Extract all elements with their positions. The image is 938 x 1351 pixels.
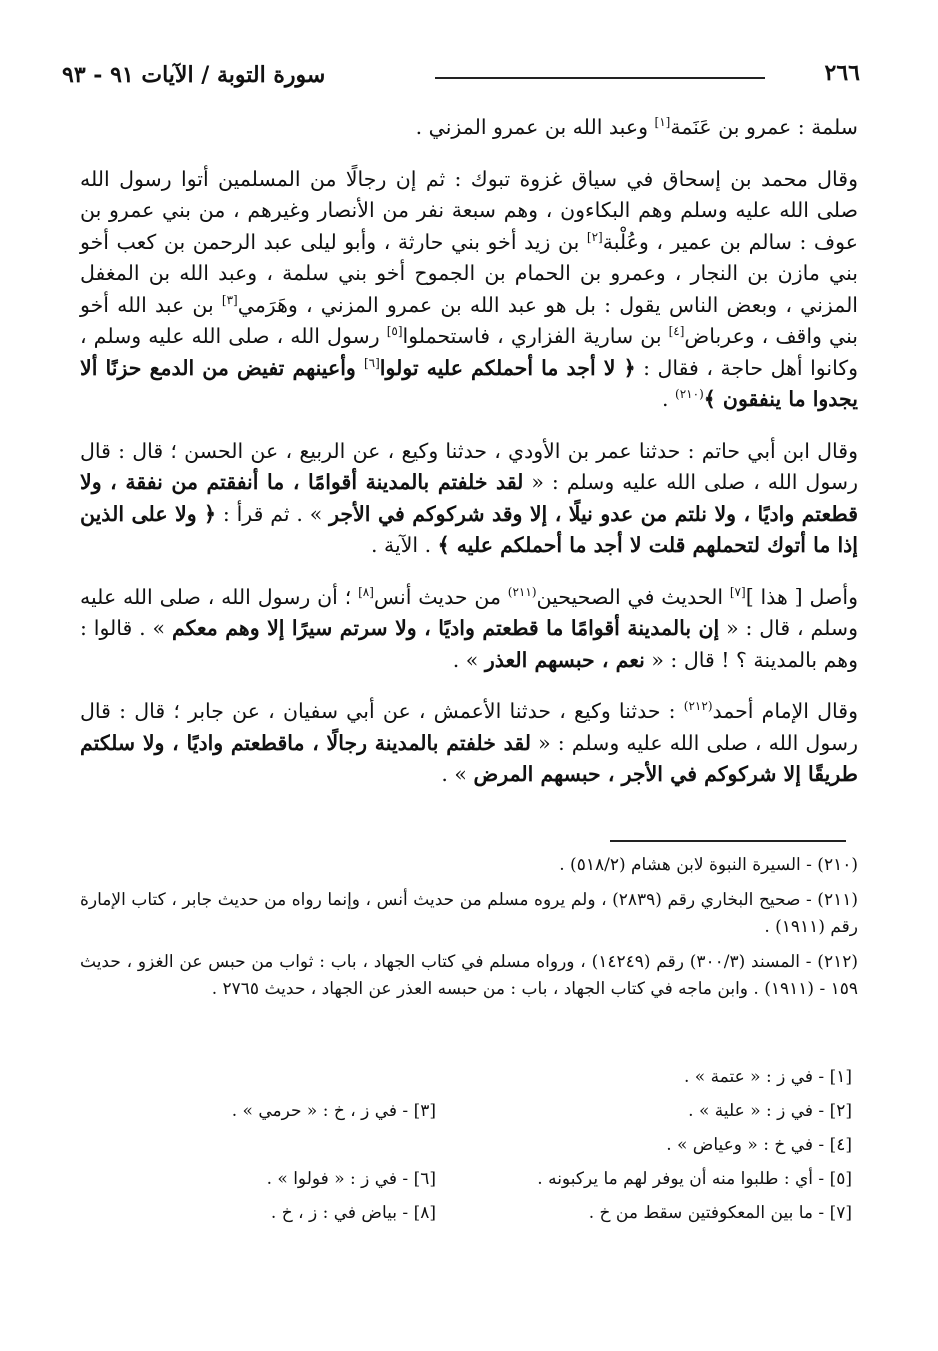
text-segment: بن عبد الله أخو بني واقف ، وعرباض	[80, 292, 858, 348]
footnotes	[80, 852, 858, 1011]
text-segment: لقد خلفتم بالمدينة رجالًا ، ماقطعتم واديًا ، ولا سلكتم طريقًا إلا شركوكم في الأجر ، حبسهم المرض	[80, 730, 858, 786]
text-segment: وقال الإمام أحمد	[712, 699, 858, 723]
text-segment: » .	[452, 647, 485, 672]
text-segment: ؛ أن رسول الله ، صلى الله عليه وسلم ، قال : «	[80, 584, 859, 640]
paragraph	[80, 436, 858, 562]
surah-title: سورة التوبة / الآيات ٩١ - ٩٣	[62, 62, 326, 88]
editor-note: [١] - في ز : « عتمة » .	[683, 1067, 852, 1087]
main-text	[80, 112, 858, 811]
footnote: (٢١٢) - المسند (٣٠٠/٣) رقم (١٤٢٤٩) ، ورواه مسلم في كتاب الجهاد ، باب : ثواب من حبس عن الغزو ، حديث ١٥٩ - (١٩١١) . وابن ماجه في كتاب الجهاد ، باب : من حبسه العذر عن الجهاد ، حديث ٢٧٦٥ .	[80, 952, 858, 999]
text-segment: الحديث في الصحيحين	[536, 584, 730, 609]
text-segment: وأصل [ هذا ]	[745, 584, 858, 609]
footnote-marker: [٤]	[668, 324, 685, 339]
text-segment: إن بالمدينة أقوامًا ما قطعتم واديًا ، ولا سرتم سيرًا إلا وهم معكم	[171, 616, 720, 640]
paragraph	[80, 164, 858, 416]
text-segment: » . ثم قرأ :	[216, 501, 330, 526]
text-segment: : حدثنا وكيع ، حدثنا الأعمش ، عن أبي سفيان ، عن جابر ؛ قال : قال رسول الله ، صلى الله عليه وسلم : «	[80, 699, 858, 755]
page-number: ٢٦٦	[824, 60, 860, 86]
text-segment: وأعينهم تفيض من الدمع حزنًا ألا يجدوا ما ينفقون ﴾	[80, 355, 858, 411]
footnote-marker: [٨]	[358, 584, 374, 599]
page-header	[62, 60, 860, 100]
editor-note: [٢] - في ز : « علية » .	[688, 1101, 852, 1121]
editor-note: [٦] - في ز : « فولوا » .	[266, 1169, 436, 1189]
paragraph	[80, 696, 858, 791]
footnote-marker: (٢١٢)	[683, 699, 713, 714]
text-segment: بن زيد أخو بني حارثة ، وأبو ليلى عبد الرحمن بن كعب أخو بني مازن بن النجار ، وعمرو بن الحمام بن الجموح أخو بني سلمة ، وعبد الله بن المغفل المزني ، وبعض الناس يقول : بل هو عبد الله بن عمرو المزني ، وهَرَمي	[80, 229, 859, 317]
footnote-marker: [٦]	[363, 355, 380, 370]
text-segment: . الآية .	[370, 533, 438, 557]
text-segment: نعم ، حبسهم العذر	[484, 647, 645, 672]
editor-note: [٣] - في ز ، خ : « حرمي » .	[231, 1101, 436, 1121]
footnote-marker: (٢١١)	[507, 584, 537, 599]
text-segment: رسول الله ، صلى الله عليه وسلم ، وكانوا أهل حاجة ، فقال :	[80, 324, 858, 380]
text-segment: سلمة : عمرو بن عَنَمة	[670, 115, 858, 139]
editor-note: [٨] - بياض في : ز ، خ .	[270, 1203, 436, 1223]
text-segment: وقال ابن أبي حاتم : حدثنا عمر بن الأودي ، حدثنا وكيع ، عن الربيع ، عن الحسن ؛ قال : قال رسول الله ، صلى الله عليه وسلم : «	[80, 438, 858, 494]
footnote-marker: [٥]	[386, 324, 403, 339]
editor-notes	[60, 1064, 852, 1226]
footnote-marker: (٢١٠)	[675, 387, 704, 402]
paragraph	[80, 112, 858, 144]
text-segment: وعبد الله بن عمرو المزني .	[415, 115, 655, 139]
footnote-separator	[610, 840, 846, 842]
text-segment: » .	[441, 762, 474, 786]
editor-note: [٧] - ما بين المعكوفتين سقط من خ .	[588, 1203, 852, 1223]
footnote: (٢١٠) - السيرة النبوة لابن هشام (٥١٨/٢) .	[559, 855, 858, 875]
paragraph	[80, 582, 858, 677]
footnote: (٢١١) - صحيح البخاري رقم (٢٨٣٩) ، ولم يروه مسلم من حديث أنس ، وإنما رواه من حديث جابر ، كتاب الإمارة رقم (١٩١١) .	[80, 890, 858, 937]
header-rule	[435, 77, 765, 79]
footnote-marker: [٣]	[221, 292, 238, 307]
editor-note: [٤] - في خ : « وعياض » .	[666, 1135, 852, 1155]
text-segment: ﴿ لا أجد ما أحملكم عليه تولوا	[379, 355, 636, 380]
text-segment: ﴿ ولا على الذين إذا ما أتوك لتحملهم قلت لا أجد ما أحملكم عليه ﴾	[80, 501, 858, 557]
footnote-marker: [٧]	[729, 584, 746, 599]
editor-note: [٥] - أي : طلبوا منه أن يوفر لهم ما يركبونه .	[537, 1169, 852, 1189]
footnote-marker: [٢]	[586, 229, 603, 244]
text-segment: بن سارية الفزاري ، فاستحملوا	[402, 324, 669, 348]
text-segment: .	[662, 387, 676, 411]
text-segment: من حديث أنس	[373, 584, 508, 609]
text-segment: وقال محمد بن إسحاق في سياق غزوة تبوك : ثم إن رجالًا من المسلمين أتوا رسول الله صلى الله عليه وسلم وهم البكاءون ، وهم سبعة نفر من الأنصار وغيرهم ، من بني عمرو بن عوف : سالم بن عمير ، وعُلْبة	[80, 166, 858, 254]
footnote-marker: [١]	[654, 115, 671, 130]
text-segment: » . قالوا : وهم بالمدينة ؟ ! قال : «	[80, 616, 858, 672]
text-segment: لقد خلفتم بالمدينة أقوامًا ، ما أنفقتم من نفقة ، ولا قطعتم واديًا ، ولا نلتم من عدو نيلًا ، إلا وقد شركوكم في الأجر	[80, 470, 858, 526]
